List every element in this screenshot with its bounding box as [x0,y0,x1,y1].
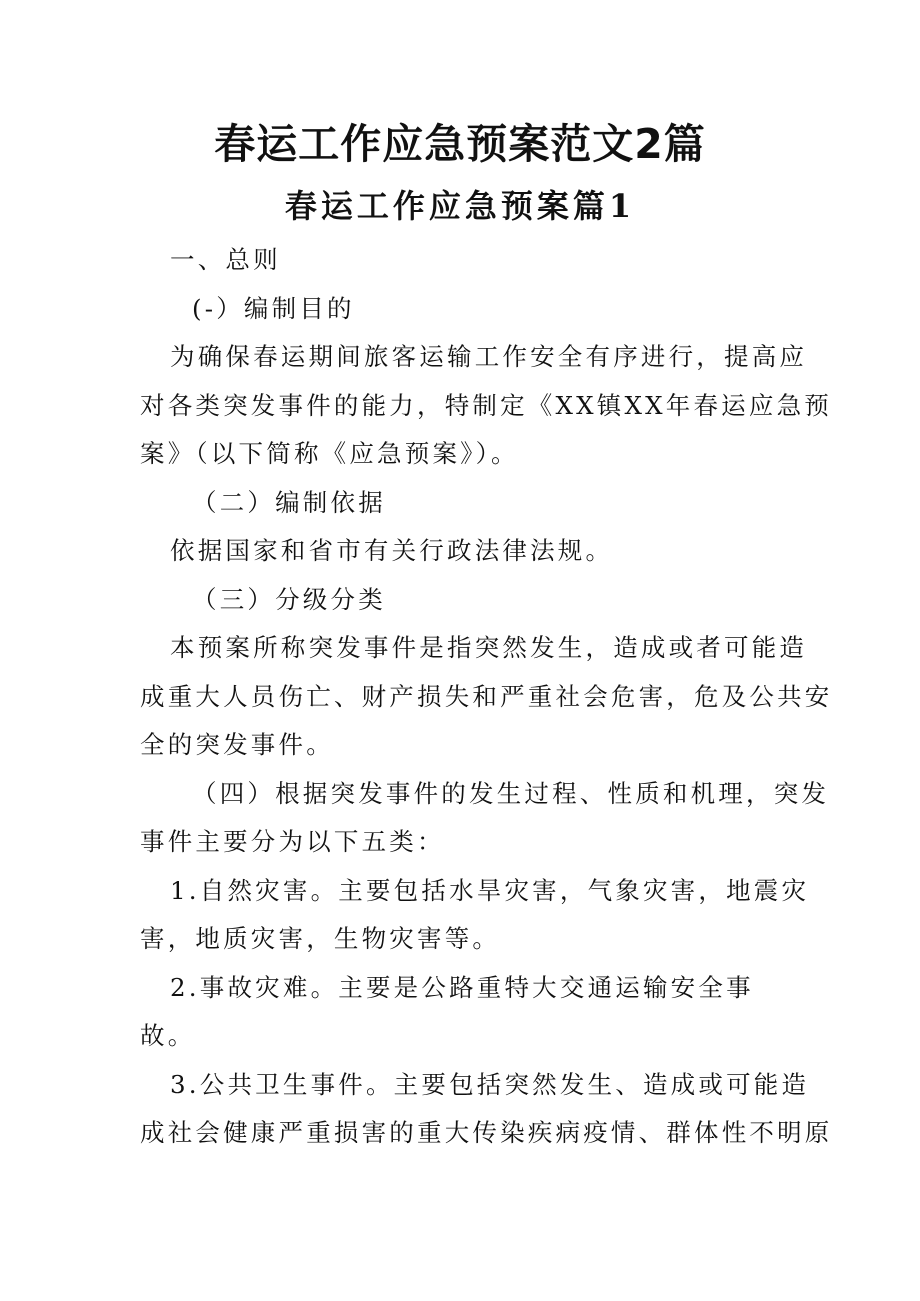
body-line: （二）编制依据 [192,487,386,517]
body-line: (-）编制目的 [192,293,355,323]
body-line: 害，地质灾害，生物灾害等。 [140,924,501,953]
body-line: 一、总则 [170,245,281,274]
body-line: 成社会健康严重损害的重大传染疾病疫情、群体性不明原 [140,1118,833,1147]
body-line: 案》（以下简称《应急预案》）。 [140,439,519,468]
body-line: 本预案所称突发事件是指突然发生，造成或者可能造 [170,633,808,662]
body-line: 全的突发事件。 [140,730,334,759]
body-line: 对各类突发事件的能力，特制定《XX镇XX年春运应急预 [140,390,832,420]
body-line: 成重大人员伤亡、财产损失和严重社会危害，危及公共安 [140,681,833,711]
body-line: 故。 [140,1021,196,1050]
document-title: 春运工作应急预案范文2篇 [214,120,706,168]
document-body [140,236,833,1158]
body-line: 2.事故灾难。主要是公路重特大交通运输安全事 [170,972,754,1002]
body-line: （三）分级分类 [192,584,386,614]
body-line: 3.公共卫生事件。主要包括突然发生、造成或可能造 [170,1069,810,1099]
body-line: 1.自然灾害。主要包括水旱灾害，气象灾害，地震灾 [170,875,810,905]
body-line: （四）根据突发事件的发生过程、性质和机理，突发 [192,778,830,808]
body-line: 事件主要分为以下五类： [140,827,445,856]
document-subtitle: 春运工作应急预案篇1 [284,187,636,225]
body-line: 为确保春运期间旅客运输工作安全有序进行，提高应 [170,342,808,371]
body-line: 依据国家和省市有关行政法律法规。 [170,536,614,565]
